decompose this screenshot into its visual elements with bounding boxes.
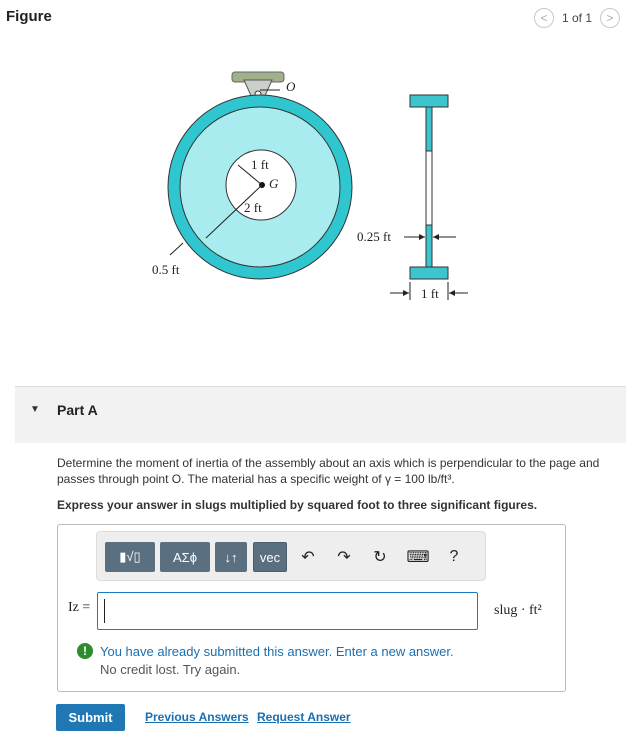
greek-symbols-button[interactable]: ΑΣϕ	[160, 542, 210, 572]
submit-button[interactable]: Submit	[56, 704, 125, 731]
label-g: G	[269, 176, 279, 191]
figure-svg	[140, 60, 480, 310]
figure-header	[0, 0, 626, 36]
prev-figure-button[interactable]: <	[534, 8, 554, 28]
pager	[534, 8, 620, 28]
label-2ft: 2 ft	[244, 200, 262, 215]
answer-instruction: Express your answer in slugs multiplied by squared foot to three significant figures.	[57, 498, 538, 512]
subscript-superscript-button[interactable]: ↓↑	[215, 542, 247, 572]
help-button[interactable]: ?	[449, 548, 459, 565]
top-flange	[410, 95, 448, 107]
feedback-submessage: No credit lost. Try again.	[100, 662, 241, 677]
collapse-caret-icon[interactable]: ▼	[30, 404, 40, 415]
question-text: Determine the moment of inertia of the assembly about an axis which is perpendicular to the page and passes through point O. The material has a specific weight of γ = 100 lb/ft³.	[57, 456, 600, 486]
redo-icon[interactable]: ↷	[337, 549, 351, 566]
templates-button[interactable]: ▮√▯	[105, 542, 155, 572]
vector-button[interactable]: vec	[253, 542, 287, 572]
bottom-flange	[410, 267, 448, 279]
pager-text: 1 of 1	[561, 11, 592, 25]
equation-toolbar	[96, 531, 486, 581]
web-lower	[426, 225, 432, 268]
figure-diagram	[140, 60, 480, 310]
answer-input[interactable]	[97, 592, 478, 630]
web-mid	[426, 151, 432, 225]
feedback-message: You have already submitted this answer. Enter a new answer.	[100, 644, 454, 659]
dim-05ft-leader	[170, 243, 183, 255]
request-answer-link[interactable]: Request Answer	[257, 710, 351, 724]
part-a-header-bar[interactable]	[15, 386, 626, 443]
reset-icon[interactable]: ↻	[373, 549, 387, 566]
variable-label: Iz =	[68, 600, 91, 615]
warning-icon: !	[77, 643, 93, 659]
label-o: O	[286, 79, 296, 94]
label-1ft-flange: 1 ft	[421, 286, 439, 301]
label-025ft: 0.25 ft	[357, 229, 391, 244]
web-upper	[426, 107, 432, 151]
previous-answers-link[interactable]: Previous Answers	[145, 710, 249, 724]
keyboard-icon[interactable]: ⌨	[406, 549, 430, 566]
next-figure-button[interactable]: >	[600, 8, 620, 28]
figure-title: Figure	[6, 8, 52, 25]
label-1ft-radius: 1 ft	[251, 157, 269, 172]
undo-icon[interactable]: ↶	[301, 549, 315, 566]
label-05ft: 0.5 ft	[152, 262, 180, 277]
text-caret	[104, 599, 105, 623]
unit-label: slug · ft²	[494, 603, 542, 618]
part-title: Part A	[57, 402, 98, 418]
